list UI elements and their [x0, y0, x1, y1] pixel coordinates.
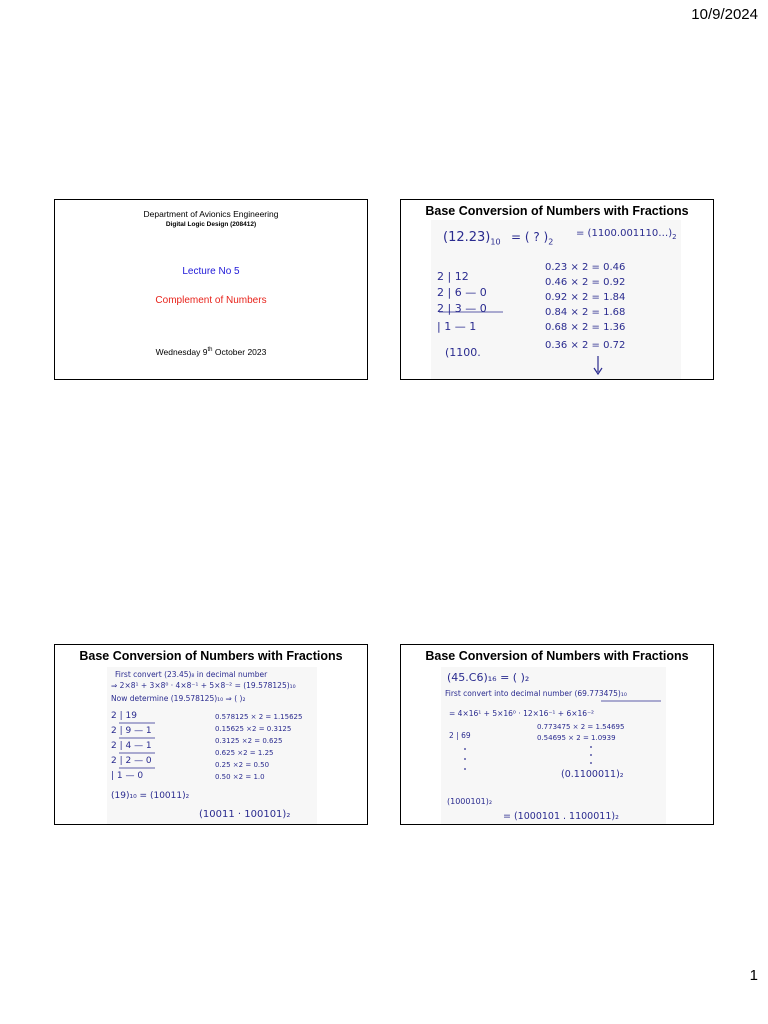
note-line-2: = 4×16¹ + 5×16⁰ · 12×16⁻¹ + 6×16⁻²	[449, 709, 595, 718]
integer-result: (1000101)₂	[447, 797, 493, 806]
division-row: 2 | 9 — 1	[111, 726, 152, 736]
note-line-1: First convert (23.45)₈ in decimal number	[115, 670, 268, 679]
division-row: 2 | 19	[111, 711, 137, 721]
slide-conversion-octal-to-binary	[54, 644, 368, 825]
division-row: 2 | 69	[449, 731, 471, 740]
division-row: 2 | 4 — 1	[111, 741, 152, 751]
down-arrow-icon	[431, 220, 681, 380]
slide-conversion-hex-to-binary	[400, 644, 714, 825]
page-number: 1	[749, 967, 758, 984]
handwritten-notes	[431, 220, 681, 380]
multiplication-row: 0.36 × 2 = 0.72	[545, 340, 626, 351]
note-heading-right: = $(1100.001110\dots)_2$	[576, 228, 677, 241]
lecture-topic: Complement of Numbers	[155, 295, 267, 306]
continuation-dots	[441, 667, 666, 825]
slide-conversion-decimal-to-binary	[400, 199, 714, 380]
division-row: 2 | 2 — 0	[111, 756, 152, 766]
multiplication-row: 0.23 × 2 = 0.46	[545, 262, 626, 273]
final-result: (10011 · 100101)₂	[199, 809, 291, 820]
lecture-number: Lecture No 5	[182, 266, 240, 277]
division-row: 2 | 6 — 0	[437, 286, 487, 299]
page-date: 10/9/2024	[691, 6, 758, 23]
division-row: 2 | 12	[437, 270, 469, 283]
division-row: | 1 — 1	[437, 320, 477, 333]
note-line-3: Now determine (19.578125)₁₀ ⇒ ( )₂	[111, 694, 246, 703]
multiplication-row: 0.46 × 2 = 0.92	[545, 277, 626, 288]
division-row: | 1 — 0	[111, 771, 144, 781]
multiplication-row: 0.92 × 2 = 1.84	[545, 292, 626, 303]
slide-heading: Base Conversion of Numbers with Fractions	[79, 649, 343, 663]
slide-heading: Base Conversion of Numbers with Fractions	[425, 649, 689, 663]
multiplication-row: 0.68 × 2 = 1.36	[545, 322, 626, 333]
multiplication-row: 0.625 ×2 = 1.25	[215, 749, 274, 757]
multiplication-row: 0.3125 ×2 = 0.625	[215, 737, 283, 745]
note-heading-mid: = ( ? )$_2$	[511, 230, 554, 247]
handwritten-notes	[107, 667, 317, 825]
multiplication-row: 0.84 × 2 = 1.68	[545, 307, 626, 318]
division-lines	[107, 667, 317, 825]
course-name: Digital Logic Design (208412)	[165, 221, 257, 228]
integer-result: (19)₁₀ = (10011)₂	[111, 791, 190, 801]
note-line-1: First convert into decimal number (69.773475)₁₀	[445, 689, 627, 698]
multiplication-row: 0.25 ×2 = 0.50	[215, 761, 270, 769]
fraction-result: (0.1100011)₂	[561, 769, 624, 780]
partial-result: (1100.	[445, 346, 481, 359]
slide-title-card	[54, 199, 368, 380]
department-name: Department of Avionics Engineering	[143, 209, 279, 219]
multiplication-row: 0.578125 × 2 = 1.15625	[215, 713, 303, 721]
note-line-2: ⇒ 2×8¹ + 3×8⁰ · 4×8⁻¹ + 5×8⁻² = (19.578125)₁₀	[111, 681, 296, 690]
final-result: = (1000101 . 1100011)₂	[503, 811, 619, 822]
note-heading: (45.C6)₁₆ = ( )₂	[447, 671, 530, 684]
handwritten-notes	[441, 667, 666, 825]
multiplication-row: 0.54695 × 2 = 1.0939	[537, 734, 616, 742]
multiplication-row: 0.15625 ×2 = 0.3125	[215, 725, 292, 733]
lecture-date: Wednesday 9th October 2023	[155, 347, 267, 357]
division-row: 2 | 3 — 0	[437, 302, 487, 315]
multiplication-row: 0.773475 × 2 = 1.54695	[537, 723, 625, 731]
multiplication-row: 0.50 ×2 = 1.0	[215, 773, 265, 781]
note-heading-left: $(12.23)_{10}$	[443, 230, 501, 247]
slide-heading: Base Conversion of Numbers with Fractions	[425, 204, 689, 218]
